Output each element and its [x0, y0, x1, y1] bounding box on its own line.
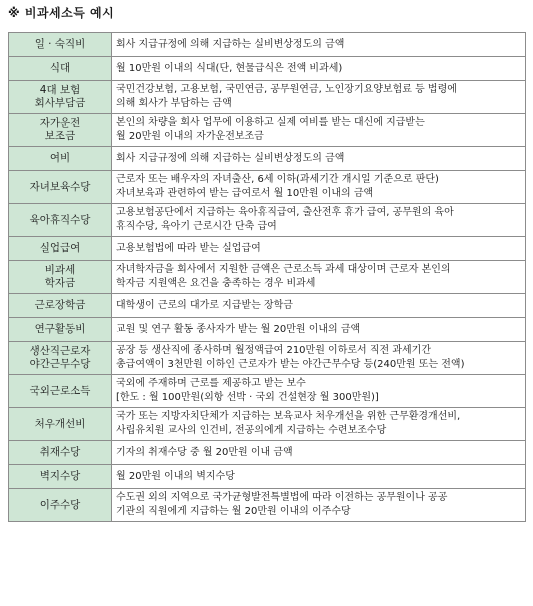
item-label-line: 취재수당 — [39, 446, 81, 458]
item-label — [9, 489, 112, 522]
table-row — [9, 237, 526, 261]
table-row — [9, 33, 526, 57]
item-description — [112, 489, 526, 522]
item-description — [112, 57, 526, 81]
item-description-line: 근로자 또는 배우자의 자녀출산, 6세 이하(과세기간 개시일 기준으로 판단) — [116, 174, 439, 185]
item-label — [9, 114, 112, 147]
table-row — [9, 441, 526, 465]
table-row — [9, 489, 526, 522]
table-row — [9, 114, 526, 147]
item-description-line: 사립유치원 교사의 인건비, 전공의에게 지급하는 수련보조수당 — [116, 425, 387, 436]
item-label — [9, 441, 112, 465]
item-description — [112, 204, 526, 237]
item-description — [112, 342, 526, 375]
item-label — [9, 33, 112, 57]
item-description-line: 학자금 지원액은 요건을 충족하는 경우 비과세 — [116, 278, 316, 289]
item-label-line: 4대 보험 — [39, 84, 81, 96]
item-description — [112, 237, 526, 261]
item-label — [9, 294, 112, 318]
item-label — [9, 318, 112, 342]
item-description-line: 본인의 차량을 회사 업무에 이용하고 실제 여비를 받는 대신에 지급받는 — [116, 117, 425, 128]
item-description-line: [한도 : 월 100만원(외항 선박 · 국외 건설현장 월 300만원)] — [116, 392, 379, 403]
table-row — [9, 171, 526, 204]
item-description-line: 수도권 외의 지역으로 국가균형발전특별법에 따라 이전하는 공무원이나 공공 — [116, 492, 448, 503]
item-label — [9, 342, 112, 375]
table-row — [9, 81, 526, 114]
item-description — [112, 81, 526, 114]
table-row — [9, 147, 526, 171]
table-row — [9, 375, 526, 408]
item-label-line: 식대 — [49, 62, 71, 74]
item-description-line: 고용보험법에 따라 받는 실업급여 — [116, 242, 261, 254]
item-label — [9, 465, 112, 489]
item-description-line: 자녀학자금을 회사에서 지원한 금액은 근로소득 과세 대상이며 근로자 본인의 — [116, 264, 451, 275]
tax-exempt-income-table — [8, 32, 526, 522]
item-label — [9, 237, 112, 261]
item-description-line: 기자의 취재수당 중 월 20만원 이내 금액 — [116, 446, 293, 458]
table-row — [9, 261, 526, 294]
item-label-line: 육아휴직수당 — [29, 213, 91, 226]
item-label-line: 보조금 — [44, 130, 76, 142]
item-label — [9, 171, 112, 204]
item-label-line: 벽지수당 — [39, 470, 81, 482]
item-description-line: 월 20만원 이내의 벽지수당 — [116, 470, 235, 482]
item-label-line: 비과세 — [44, 264, 76, 276]
item-description — [112, 261, 526, 294]
item-label-line: 이주수당 — [39, 498, 81, 511]
item-label-line: 자가운전 — [39, 117, 81, 129]
item-label-line: 학자금 — [44, 277, 76, 289]
item-description-line: 공장 등 생산직에 종사하며 월정액급여 210만원 이하로서 직전 과세기간 — [116, 345, 431, 356]
item-description-line: 대학생이 근로의 대가로 지급받는 장학금 — [116, 299, 293, 311]
item-label-line: 연구활동비 — [34, 323, 86, 335]
table-row — [9, 57, 526, 81]
item-description — [112, 408, 526, 441]
item-label — [9, 57, 112, 81]
table-row — [9, 318, 526, 342]
item-label — [9, 375, 112, 408]
item-description-line: 회사 지급규정에 의해 지급하는 실비변상정도의 금액 — [116, 38, 345, 50]
item-label — [9, 147, 112, 171]
item-description-line: 국외에 주재하며 근로를 제공하고 받는 보수 — [116, 378, 306, 389]
item-description — [112, 441, 526, 465]
item-label-line: 여비 — [49, 152, 71, 164]
item-description — [112, 375, 526, 408]
item-label-line: 근로장학금 — [34, 299, 86, 311]
item-label — [9, 408, 112, 441]
item-description — [112, 33, 526, 57]
item-description-line: 월 10만원 이내의 식대(단, 현물급식은 전액 비과세) — [116, 62, 343, 74]
table-row — [9, 408, 526, 441]
table-row — [9, 294, 526, 318]
item-description — [112, 171, 526, 204]
item-label-line: 실업급여 — [39, 242, 81, 254]
item-description-line: 회사 지급규정에 의해 지급하는 실비변상정도의 금액 — [116, 152, 345, 164]
item-label — [9, 204, 112, 237]
item-label-line: 생산직근로자 — [29, 345, 91, 357]
item-description — [112, 465, 526, 489]
item-description-line: 의해 회사가 부담하는 금액 — [116, 98, 232, 109]
table-row — [9, 342, 526, 375]
table-row — [9, 204, 526, 237]
item-description-line: 국가 또는 지방자치단체가 지급하는 보육교사 처우개선을 위한 근무환경개선비, — [116, 411, 461, 422]
section-heading: ※ 비과세소득 예시 — [8, 6, 115, 20]
item-description-line: 교원 및 연구 활동 종사자가 받는 월 20만원 이내의 금액 — [116, 323, 361, 335]
item-label — [9, 261, 112, 294]
item-description-line: 기관의 직원에게 지급하는 월 20만원 이내의 이주수당 — [116, 506, 351, 517]
item-label — [9, 81, 112, 114]
item-label-line: 회사부담금 — [34, 97, 86, 109]
item-description-line: 자녀보육과 관련하여 받는 급여로서 월 10만원 이내의 금액 — [116, 188, 374, 199]
item-description — [112, 294, 526, 318]
item-description-line: 월 20만원 이내의 자가운전보조금 — [116, 131, 264, 142]
item-description — [112, 318, 526, 342]
item-description — [112, 147, 526, 171]
item-label-line: 야간근무수당 — [29, 358, 91, 370]
item-description-line: 고용보험공단에서 지급하는 육아휴직급여, 출산전후 휴가 급여, 공무원의 육아 — [116, 207, 454, 218]
item-label-line: 처우개선비 — [34, 417, 86, 430]
item-label-line: 자녀보육수당 — [29, 180, 91, 193]
item-label-line: 국외근로소득 — [29, 384, 91, 397]
item-description-line: 총급여액이 3천만원 이하인 근로자가 받는 야간근무수당 등(240만원 또는 전액) — [116, 359, 465, 370]
item-description — [112, 114, 526, 147]
item-label-line: 일 · 숙직비 — [34, 38, 86, 50]
table-body — [9, 33, 526, 522]
table-row — [9, 465, 526, 489]
item-description-line: 휴직수당, 육아기 근로시간 단축 급여 — [116, 221, 277, 232]
item-description-line: 국민건강보험, 고용보험, 국민연금, 공무원연금, 노인장기요양보험료 등 법령에 — [116, 84, 457, 95]
